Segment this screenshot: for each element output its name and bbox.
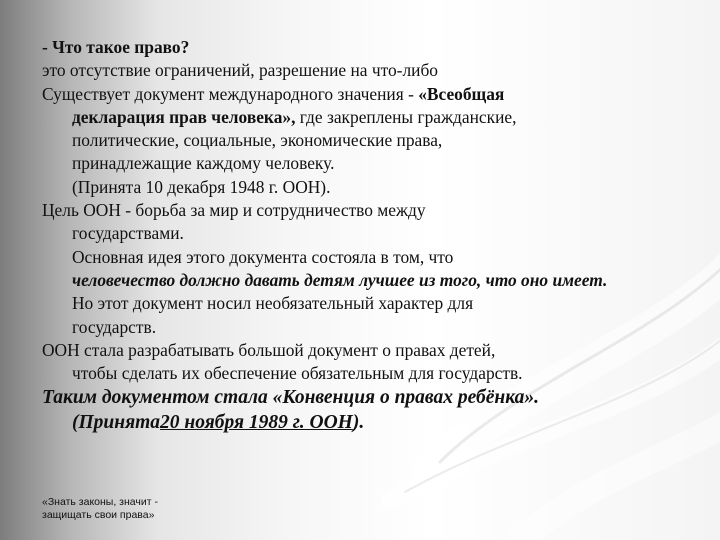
declaration-date-line: (Принята 10 декабря 1948 г. ООН). xyxy=(72,176,331,197)
rights-owner-line: принадлежащие каждому человеку. xyxy=(72,153,335,174)
declaration-line xyxy=(42,83,720,106)
convention-date-prefix: (Принята xyxy=(72,412,161,434)
footer-motto-line-1: «Знать законы, значит - xyxy=(42,496,158,508)
declaration-rights-text: где закреплены гражданские, xyxy=(295,106,517,127)
convention-date-line xyxy=(42,410,720,435)
rights-list-line: политические, социальные, экономические права, xyxy=(72,130,443,151)
footer-motto xyxy=(42,496,158,522)
declaration-title-line xyxy=(42,106,720,129)
convention-line: Таким документом стала «Конвенция о правах ребёнка». xyxy=(42,387,540,409)
optional-character-line: Но этот документ носил необязательный характер для xyxy=(72,293,474,314)
main-idea-quote: человечество должно давать детям лучшее из того, что оно имеет. xyxy=(72,269,608,290)
un-goal-line-end: государствами. xyxy=(72,223,184,244)
convention-date: 20 ноября 1989 г. ООН xyxy=(160,412,353,434)
declaration-title-start: «Всеобщая xyxy=(418,83,505,104)
definition-line: это отсутствие ограничений, разрешение на что-либо xyxy=(42,60,438,81)
un-children-document-line: ООН стала разрабатывать большой документ о правах детей, xyxy=(42,339,496,360)
slide-body xyxy=(42,36,720,435)
optional-character-line-end: государств. xyxy=(72,316,157,337)
footer-motto-line-2: защищать свои права» xyxy=(42,509,155,521)
un-goal-line: Цель ООН - борьба за мир и сотрудничество между xyxy=(42,200,426,221)
declaration-intro: Существует документ международного значения - xyxy=(42,83,419,104)
declaration-title-end: декларация прав человека», xyxy=(72,106,296,127)
obligation-line: чтобы сделать их обеспечение обязательным для государств. xyxy=(72,363,523,384)
convention-date-suffix: ). xyxy=(352,412,365,434)
question-heading: - Что такое право? xyxy=(42,37,190,57)
main-idea-line: Основная идея этого документа состояла в том, что xyxy=(72,246,454,267)
